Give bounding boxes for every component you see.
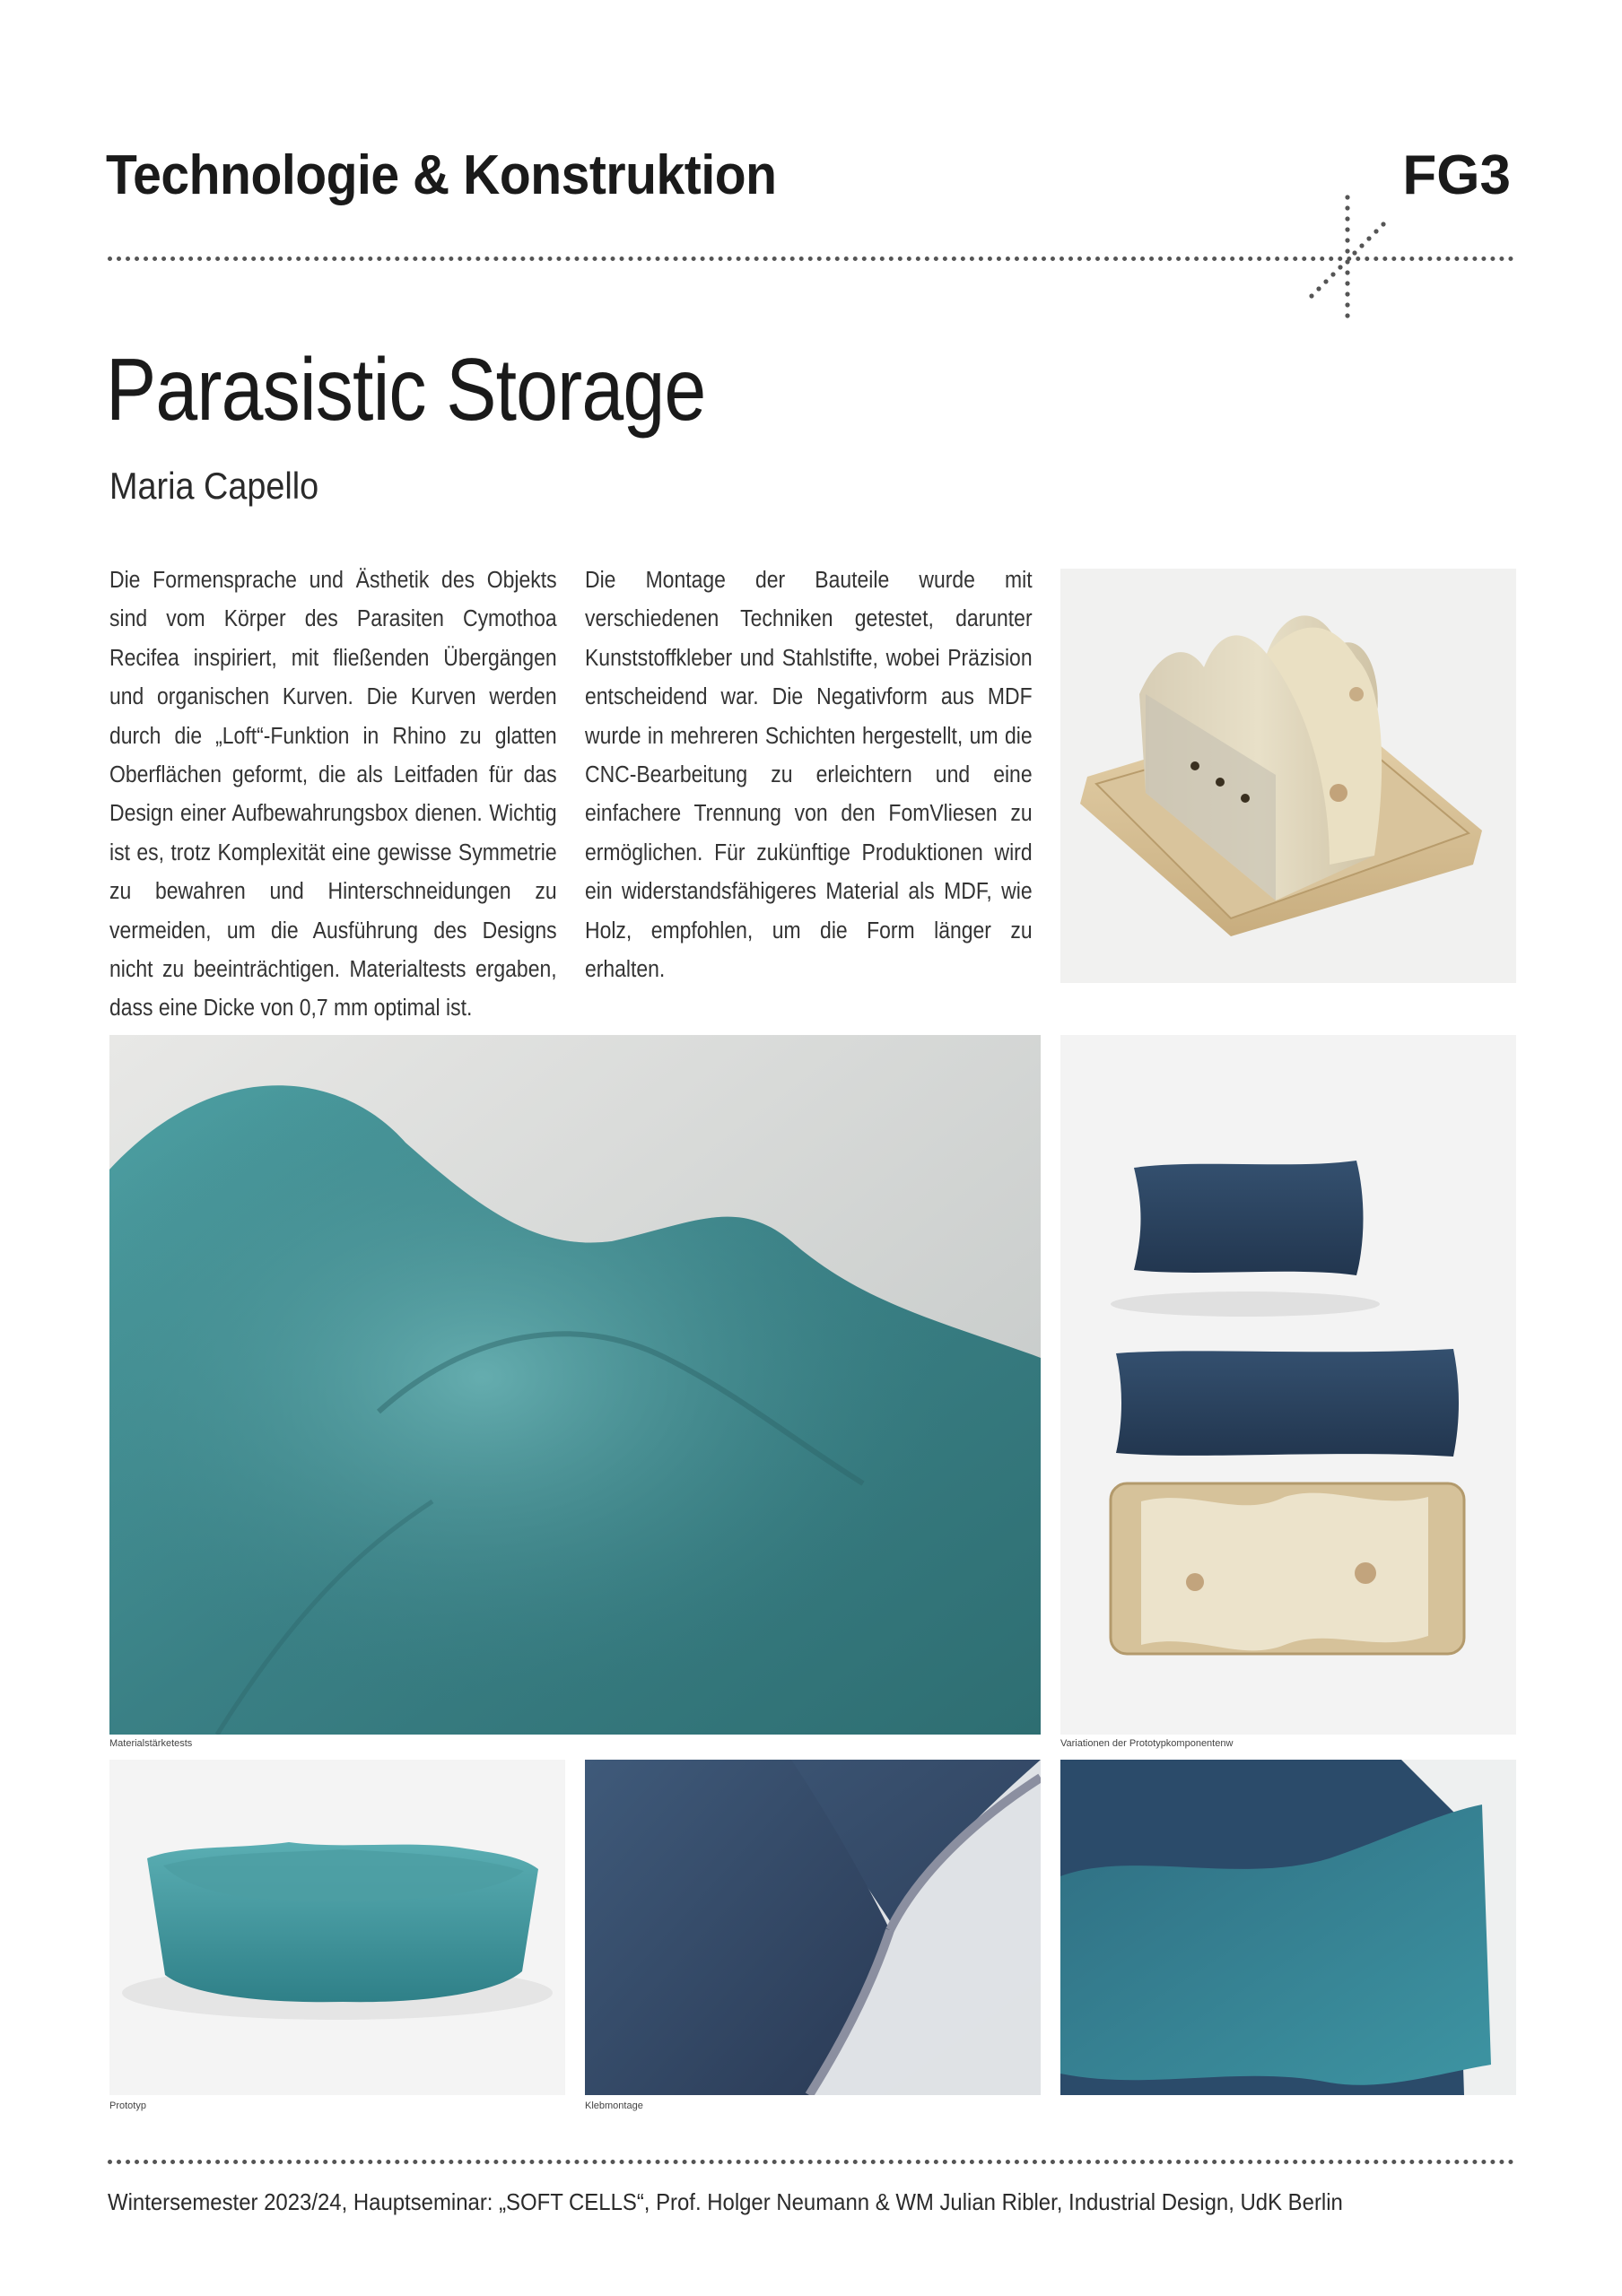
crosshair-ornament-icon	[1301, 188, 1400, 332]
caption-prototype: Prototyp	[109, 2100, 146, 2111]
caption-glue: Klebmontage	[585, 2100, 643, 2111]
photo-material-closeup	[109, 1035, 1041, 1735]
body-column-2: Die Montage der Bauteile wurde mit verschiedenen Techniken getestet, darunter Kunststoffkleber und Stahlstifte, wobei Präzision entscheidend war. Die Negativform aus MDF wurde in mehreren Schichten hergestellt, um die CNC-Bearbeitung zu erleichtern und eine einfachere Trennung von den FomVliesen zu ermöglichen. Für zukünftige Produktionen wird ein widerstandsfähigeres Material als MDF, wie Holz, empfohlen, um die Form länger zu erhalten.	[585, 568, 1033, 983]
photo-prototype	[109, 1760, 565, 2095]
footer-credits: Wintersemester 2023/24, Hauptseminar: „SOFT CELLS“, Prof. Holger Neumann & WM Julian Ribler, Industrial Design, UdK Berlin	[108, 2188, 1343, 2215]
photo-glue-detail	[585, 1760, 1041, 2095]
project-title: Parasistic Storage	[106, 340, 706, 439]
body-column-1: Die Formensprache und Ästhetik des Objekts sind vom Körper des Parasiten Cymothoa Recifea inspiriert, mit fließenden Übergängen und organischen Kurven. Die Kurven werden durch die „Loft“-Funktion in Rhino zu glatten Oberflächen geformt, die als Leitfaden für das Design einer Aufbewahrungsbox dienen. Wichtig ist es, trotz Komplexität eine gewisse Symmetrie zu bewahren und Hinterschneidungen zu vermeiden, um die Ausführung des Designs nicht zu beeinträchtigen. Materialtests ergaben, dass eine Dicke von 0,7 mm optimal ist.	[109, 568, 557, 1022]
caption-materials: Materialstärketests	[109, 1738, 193, 1749]
group-label: FG3	[1402, 144, 1511, 206]
caption-variations: Variationen der Prototypkomponentenw	[1060, 1738, 1234, 1749]
section-title: Technologie & Konstruktion	[106, 144, 777, 206]
photo-mold	[1060, 569, 1516, 983]
footer-divider	[108, 2160, 1514, 2164]
author-name: Maria Capello	[109, 465, 319, 507]
photo-edge-detail	[1060, 1760, 1516, 2095]
photo-variations	[1060, 1035, 1516, 1735]
